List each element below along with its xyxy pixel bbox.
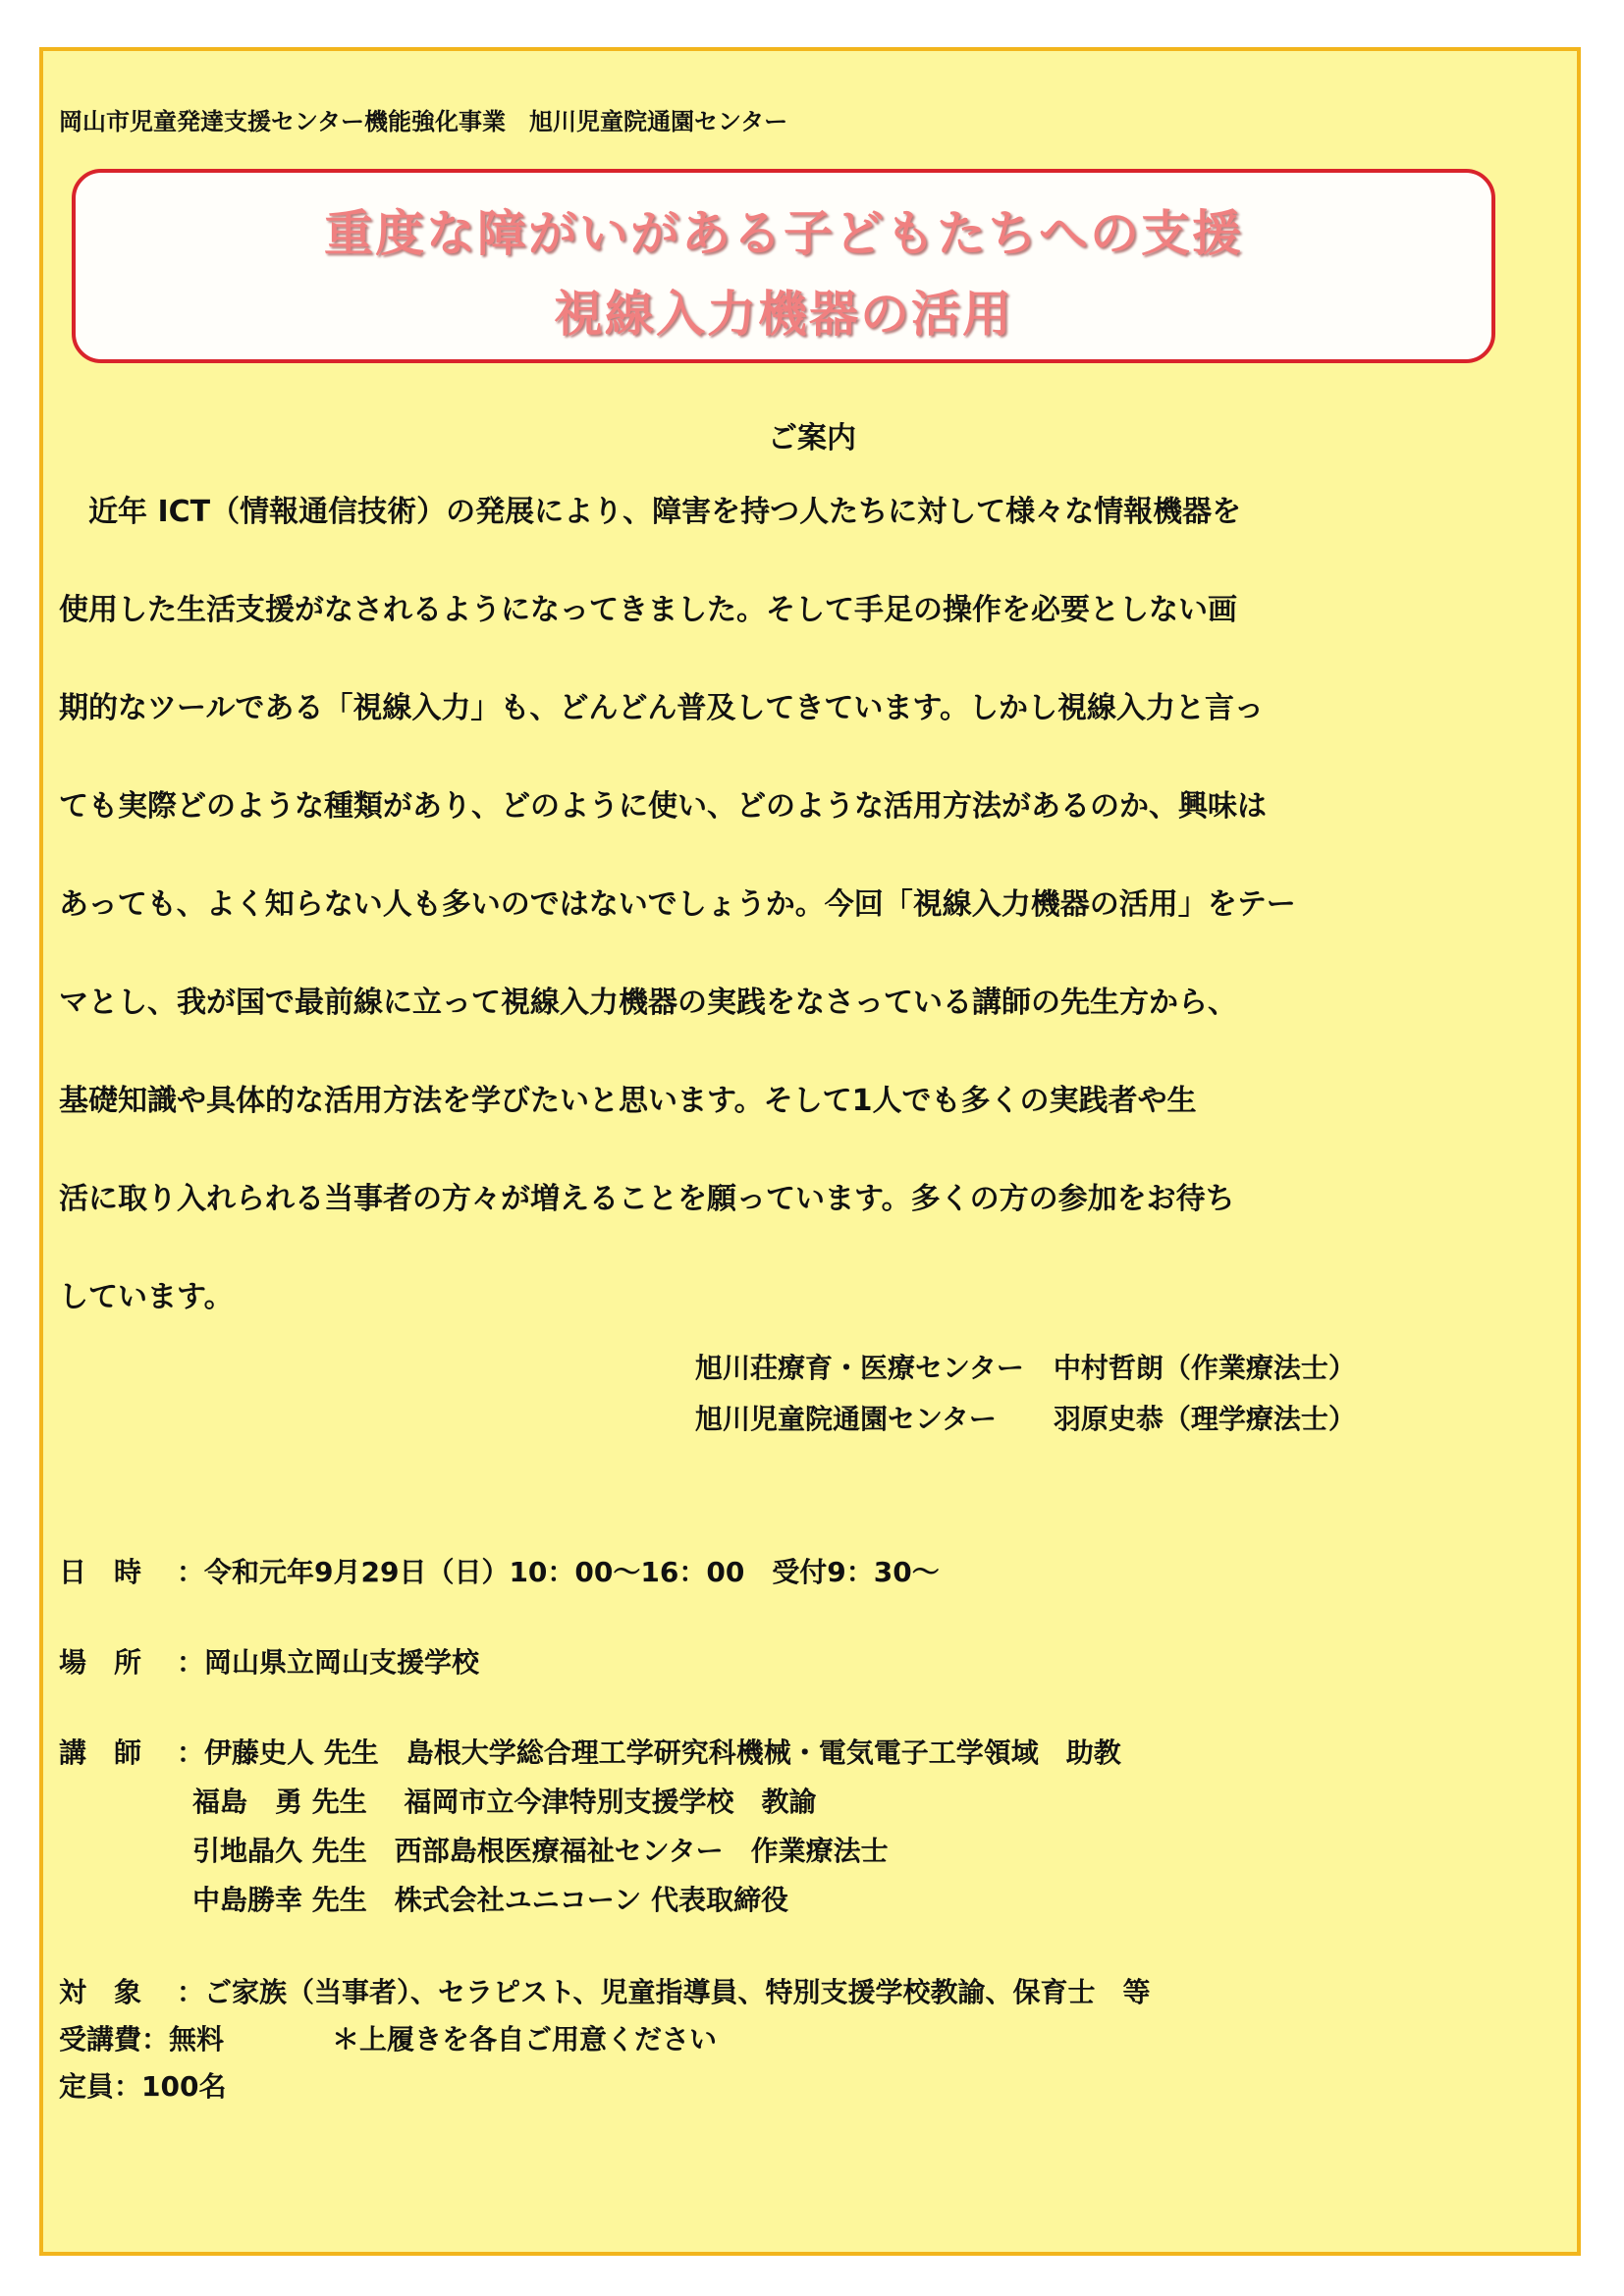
signature-person: 羽原史恭（理学療法士） — [1053, 1403, 1356, 1435]
lecturer-item: 中島勝幸 先生 株式会社ユニコーン 代表取締役 — [192, 1884, 788, 1916]
fee-row — [59, 2018, 717, 2057]
title-frame — [72, 169, 1495, 363]
main-title: 重度な障がいがある子どもたちへの支援 — [324, 205, 1243, 262]
fee-label: 受講費 — [59, 2023, 142, 2056]
place-value: ：岡山県立岡山支援学校 — [177, 1646, 480, 1679]
place-row — [59, 1641, 479, 1681]
target-value: ：ご家族（当事者）、セラピスト、児童指導員、特別支援学校教諭、保育士 等 — [177, 1976, 1151, 2008]
paragraph-line: 基礎知識や具体的な活用方法を学びたいと思います。そして1人でも多くの実践者や生 — [59, 1084, 1197, 1118]
sub-title: 視線入力機器の活用 — [554, 286, 1013, 343]
lecturer-item: ：伊藤史人 先生 島根大学総合理工学研究科機械・電気電子工学領域 助教 — [177, 1736, 1121, 1769]
lecturers-row — [59, 1732, 1121, 1771]
paragraph-line: 使用した生活支援がなされるようになってきました。そして手足の操作を必要としない画 — [59, 593, 1237, 627]
paragraph-line: 近年 ICT（情報通信技術）の発展により、障害を持つ人たちに対して様々な情報機器を — [59, 495, 1242, 529]
target-row — [59, 1971, 1150, 2010]
lecturer-item: 引地晶久 先生 西部島根医療福祉センター 作業療法士 — [192, 1835, 889, 1867]
lecturer-item: 福島 勇 先生 福岡市立今津特別支援学校 教諭 — [192, 1786, 817, 1818]
paragraph-line: 活に取り入れられる当事者の方々が増えることを願っています。多くの方の参加をお待ち — [59, 1182, 1235, 1216]
signature-org: 旭川荘療育・医療センター — [695, 1352, 1024, 1384]
lecturers-label: 講 師 — [59, 1736, 142, 1769]
capacity-row: 定員：100名 — [59, 2070, 227, 2103]
signature-1 — [695, 1347, 1356, 1386]
section-heading: ご案内 — [768, 421, 856, 455]
datetime-row — [59, 1551, 940, 1590]
intro-paragraph — [59, 491, 1492, 1374]
fee-note: ＊上履きを各自ご用意ください — [332, 2023, 718, 2056]
target-label: 対 象 — [59, 1976, 142, 2008]
paragraph-line: 期的なツールである「視線入力」も、どんどん普及してきています。しかし視線入力と言っ — [59, 691, 1264, 725]
organizer-header: 岡山市児童発達支援センター機能強化事業 旭川児童院通園センター — [59, 108, 788, 135]
datetime-value: ：令和元年9月29日（日）10：00～16：00 受付9：30～ — [177, 1556, 940, 1588]
paragraph-line: ても実際どのような種類があり、どのように使い、どのような活用方法があるのか、興味は — [59, 789, 1267, 824]
paragraph-line: あっても、よく知らない人も多いのではないでしょうか。今回「視線入力機器の活用」をテー — [59, 887, 1296, 922]
paragraph-line: マとし、我が国で最前線に立って視線入力機器の実践をなさっている講師の先生方から、 — [59, 986, 1237, 1020]
fee-value: ：無料 — [141, 2023, 225, 2056]
signature-person: 中村哲朗（作業療法士） — [1053, 1352, 1356, 1384]
datetime-label: 日 時 — [59, 1556, 142, 1588]
signature-org: 旭川児童院通園センター — [695, 1403, 997, 1435]
signature-2 — [695, 1398, 1356, 1437]
paragraph-line: しています。 — [59, 1280, 234, 1314]
place-label: 場 所 — [59, 1646, 142, 1679]
